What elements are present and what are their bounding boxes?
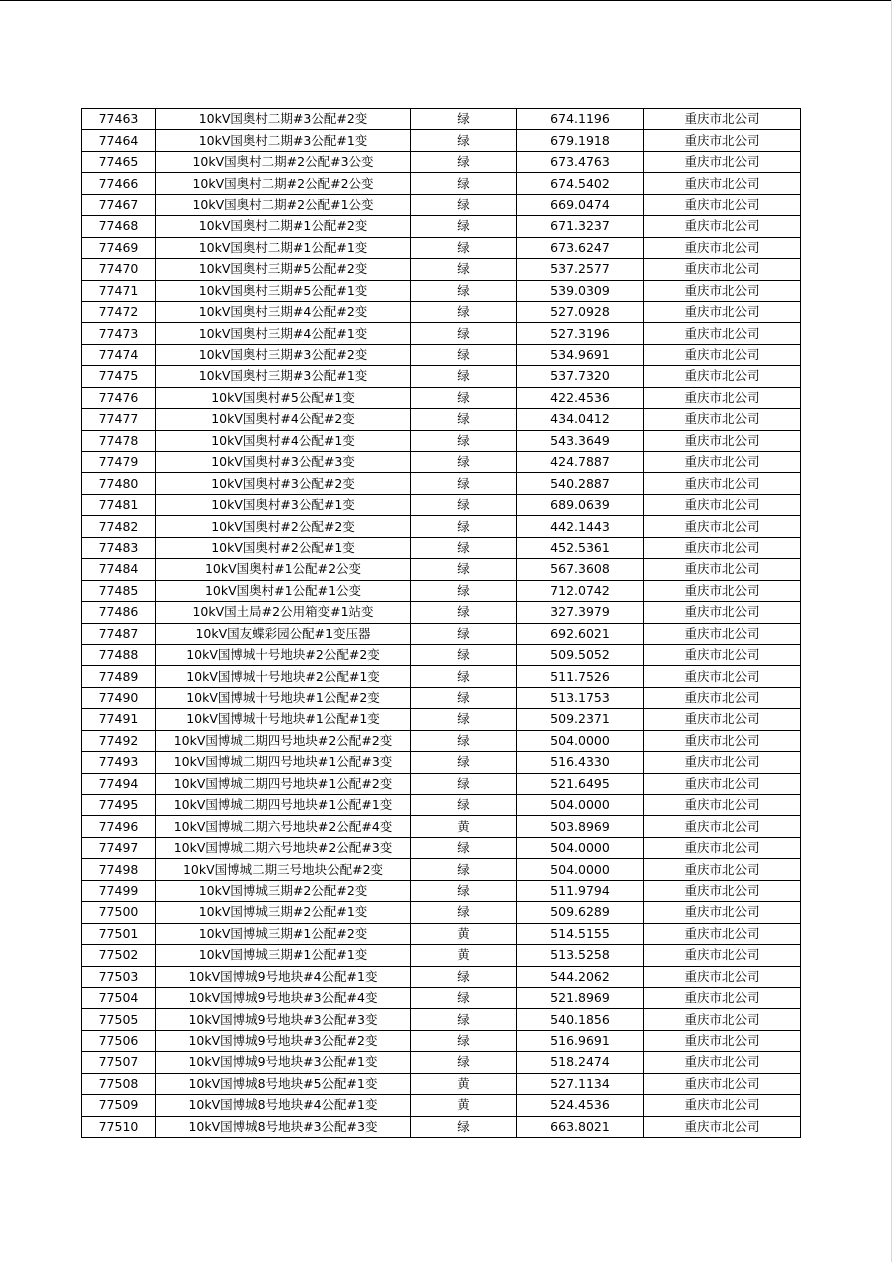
- row-id-cell: 77489: [82, 666, 156, 687]
- company-cell: 重庆市北公司: [644, 987, 801, 1008]
- company-cell: 重庆市北公司: [644, 301, 801, 322]
- value-cell: 527.0928: [517, 301, 644, 322]
- transformer-status-table: [81, 108, 801, 1138]
- status-color-cell: 绿: [411, 387, 517, 408]
- row-id-cell: 77477: [82, 409, 156, 430]
- value-cell: 504.0000: [517, 837, 644, 858]
- table-row: [82, 237, 801, 258]
- transformer-name-cell: 10kV国奥村三期#3公配#2变: [156, 344, 411, 365]
- value-cell: 511.9794: [517, 880, 644, 901]
- value-cell: 514.5155: [517, 923, 644, 944]
- value-cell: 504.0000: [517, 859, 644, 880]
- status-color-cell: 绿: [411, 1052, 517, 1073]
- transformer-name-cell: 10kV国奥村三期#3公配#1变: [156, 366, 411, 387]
- company-cell: 重庆市北公司: [644, 602, 801, 623]
- table-row: [82, 752, 801, 773]
- transformer-name-cell: 10kV国奥村#3公配#2变: [156, 473, 411, 494]
- row-id-cell: 77465: [82, 151, 156, 172]
- row-id-cell: 77464: [82, 130, 156, 151]
- company-cell: 重庆市北公司: [644, 559, 801, 580]
- value-cell: 544.2062: [517, 966, 644, 987]
- table-row: [82, 516, 801, 537]
- table-row: [82, 194, 801, 215]
- transformer-name-cell: 10kV国奥村#4公配#1变: [156, 430, 411, 451]
- status-color-cell: 黄: [411, 1073, 517, 1094]
- table-row: [82, 301, 801, 322]
- transformer-name-cell: 10kV国博城十号地块#2公配#1变: [156, 666, 411, 687]
- row-id-cell: 77476: [82, 387, 156, 408]
- row-id-cell: 77494: [82, 773, 156, 794]
- value-cell: 424.7887: [517, 452, 644, 473]
- table-row: [82, 859, 801, 880]
- status-color-cell: 绿: [411, 966, 517, 987]
- row-id-cell: 77505: [82, 1009, 156, 1030]
- row-id-cell: 77497: [82, 837, 156, 858]
- status-color-cell: 绿: [411, 259, 517, 280]
- table-row: [82, 730, 801, 751]
- status-color-cell: 黄: [411, 816, 517, 837]
- transformer-name-cell: 10kV国奥村二期#3公配#2变: [156, 109, 411, 130]
- value-cell: 524.4536: [517, 1095, 644, 1116]
- company-cell: 重庆市北公司: [644, 945, 801, 966]
- row-id-cell: 77468: [82, 216, 156, 237]
- status-color-cell: 绿: [411, 537, 517, 558]
- status-color-cell: 绿: [411, 730, 517, 751]
- row-id-cell: 77491: [82, 709, 156, 730]
- company-cell: 重庆市北公司: [644, 473, 801, 494]
- table-row: [82, 537, 801, 558]
- value-cell: 422.4536: [517, 387, 644, 408]
- company-cell: 重庆市北公司: [644, 923, 801, 944]
- status-color-cell: 绿: [411, 752, 517, 773]
- company-cell: 重庆市北公司: [644, 237, 801, 258]
- value-cell: 543.3649: [517, 430, 644, 451]
- transformer-name-cell: 10kV国奥村#5公配#1变: [156, 387, 411, 408]
- company-cell: 重庆市北公司: [644, 151, 801, 172]
- status-color-cell: 绿: [411, 194, 517, 215]
- transformer-name-cell: 10kV国土局#2公用箱变#1站变: [156, 602, 411, 623]
- table-row: [82, 880, 801, 901]
- value-cell: 509.2371: [517, 709, 644, 730]
- value-cell: 442.1443: [517, 516, 644, 537]
- table-row: [82, 1116, 801, 1137]
- status-color-cell: 绿: [411, 409, 517, 430]
- transformer-name-cell: 10kV国奥村二期#1公配#2变: [156, 216, 411, 237]
- table-row: [82, 216, 801, 237]
- table-row: [82, 344, 801, 365]
- company-cell: 重庆市北公司: [644, 109, 801, 130]
- table-row: [82, 473, 801, 494]
- status-color-cell: 绿: [411, 430, 517, 451]
- transformer-name-cell: 10kV国奥村三期#4公配#2变: [156, 301, 411, 322]
- transformer-name-cell: 10kV国博城二期四号地块#1公配#3变: [156, 752, 411, 773]
- company-cell: 重庆市北公司: [644, 837, 801, 858]
- company-cell: 重庆市北公司: [644, 1009, 801, 1030]
- status-color-cell: 绿: [411, 216, 517, 237]
- row-id-cell: 77486: [82, 602, 156, 623]
- company-cell: 重庆市北公司: [644, 194, 801, 215]
- value-cell: 689.0639: [517, 494, 644, 515]
- row-id-cell: 77501: [82, 923, 156, 944]
- table-row: [82, 709, 801, 730]
- status-color-cell: 绿: [411, 795, 517, 816]
- status-color-cell: 黄: [411, 945, 517, 966]
- status-color-cell: 绿: [411, 987, 517, 1008]
- status-color-cell: 绿: [411, 602, 517, 623]
- row-id-cell: 77472: [82, 301, 156, 322]
- transformer-name-cell: 10kV国博城二期六号地块#2公配#4变: [156, 816, 411, 837]
- value-cell: 503.8969: [517, 816, 644, 837]
- value-cell: 537.2577: [517, 259, 644, 280]
- company-cell: 重庆市北公司: [644, 1116, 801, 1137]
- status-color-cell: 绿: [411, 644, 517, 665]
- transformer-name-cell: 10kV国奥村#1公配#1公变: [156, 580, 411, 601]
- table-row: [82, 945, 801, 966]
- transformer-name-cell: 10kV国博城十号地块#1公配#1变: [156, 709, 411, 730]
- value-cell: 527.3196: [517, 323, 644, 344]
- row-id-cell: 77493: [82, 752, 156, 773]
- status-color-cell: 绿: [411, 666, 517, 687]
- value-cell: 509.6289: [517, 902, 644, 923]
- value-cell: 434.0412: [517, 409, 644, 430]
- status-color-cell: 绿: [411, 1030, 517, 1051]
- value-cell: 511.7526: [517, 666, 644, 687]
- page-top-border: [0, 0, 892, 1]
- transformer-name-cell: 10kV国博城8号地块#3公配#3变: [156, 1116, 411, 1137]
- table-row: [82, 323, 801, 344]
- table-row: [82, 109, 801, 130]
- transformer-name-cell: 10kV国奥村#1公配#2公变: [156, 559, 411, 580]
- value-cell: 673.6247: [517, 237, 644, 258]
- row-id-cell: 77470: [82, 259, 156, 280]
- table-row: [82, 580, 801, 601]
- transformer-name-cell: 10kV国博城8号地块#4公配#1变: [156, 1095, 411, 1116]
- row-id-cell: 77463: [82, 109, 156, 130]
- value-cell: 540.2887: [517, 473, 644, 494]
- row-id-cell: 77487: [82, 623, 156, 644]
- transformer-name-cell: 10kV国博城十号地块#1公配#2变: [156, 687, 411, 708]
- status-color-cell: 黄: [411, 1095, 517, 1116]
- status-color-cell: 绿: [411, 687, 517, 708]
- row-id-cell: 77471: [82, 280, 156, 301]
- table-row: [82, 259, 801, 280]
- status-color-cell: 绿: [411, 301, 517, 322]
- transformer-name-cell: 10kV国博城二期四号地块#1公配#1变: [156, 795, 411, 816]
- value-cell: 712.0742: [517, 580, 644, 601]
- transformer-name-cell: 10kV国奥村二期#2公配#1公变: [156, 194, 411, 215]
- table-row: [82, 644, 801, 665]
- value-cell: 516.4330: [517, 752, 644, 773]
- transformer-name-cell: 10kV国博城二期四号地块#1公配#2变: [156, 773, 411, 794]
- row-id-cell: 77469: [82, 237, 156, 258]
- table-row: [82, 409, 801, 430]
- company-cell: 重庆市北公司: [644, 880, 801, 901]
- value-cell: 674.5402: [517, 173, 644, 194]
- transformer-name-cell: 10kV国博城9号地块#4公配#1变: [156, 966, 411, 987]
- value-cell: 327.3979: [517, 602, 644, 623]
- company-cell: 重庆市北公司: [644, 280, 801, 301]
- company-cell: 重庆市北公司: [644, 709, 801, 730]
- company-cell: 重庆市北公司: [644, 816, 801, 837]
- row-id-cell: 77510: [82, 1116, 156, 1137]
- row-id-cell: 77488: [82, 644, 156, 665]
- transformer-name-cell: 10kV国奥村二期#1公配#1变: [156, 237, 411, 258]
- transformer-name-cell: 10kV国奥村三期#5公配#2变: [156, 259, 411, 280]
- transformer-name-cell: 10kV国奥村二期#2公配#3公变: [156, 151, 411, 172]
- transformer-name-cell: 10kV国博城9号地块#3公配#1变: [156, 1052, 411, 1073]
- row-id-cell: 77475: [82, 366, 156, 387]
- company-cell: 重庆市北公司: [644, 966, 801, 987]
- row-id-cell: 77474: [82, 344, 156, 365]
- value-cell: 504.0000: [517, 795, 644, 816]
- value-cell: 673.4763: [517, 151, 644, 172]
- value-cell: 513.1753: [517, 687, 644, 708]
- status-color-cell: 绿: [411, 559, 517, 580]
- status-color-cell: 绿: [411, 280, 517, 301]
- status-color-cell: 绿: [411, 709, 517, 730]
- row-id-cell: 77490: [82, 687, 156, 708]
- row-id-cell: 77467: [82, 194, 156, 215]
- status-color-cell: 绿: [411, 837, 517, 858]
- row-id-cell: 77485: [82, 580, 156, 601]
- table-row: [82, 687, 801, 708]
- row-id-cell: 77507: [82, 1052, 156, 1073]
- table-row: [82, 795, 801, 816]
- status-color-cell: 绿: [411, 880, 517, 901]
- value-cell: 509.5052: [517, 644, 644, 665]
- company-cell: 重庆市北公司: [644, 323, 801, 344]
- value-cell: 518.2474: [517, 1052, 644, 1073]
- transformer-name-cell: 10kV国博城三期#2公配#1变: [156, 902, 411, 923]
- row-id-cell: 77473: [82, 323, 156, 344]
- row-id-cell: 77479: [82, 452, 156, 473]
- table-row: [82, 987, 801, 1008]
- row-id-cell: 77506: [82, 1030, 156, 1051]
- table-row: [82, 452, 801, 473]
- status-color-cell: 绿: [411, 151, 517, 172]
- transformer-name-cell: 10kV国奥村#2公配#1变: [156, 537, 411, 558]
- table-row: [82, 623, 801, 644]
- table-row: [82, 494, 801, 515]
- company-cell: 重庆市北公司: [644, 430, 801, 451]
- status-color-cell: 绿: [411, 902, 517, 923]
- row-id-cell: 77502: [82, 945, 156, 966]
- row-id-cell: 77480: [82, 473, 156, 494]
- company-cell: 重庆市北公司: [644, 1073, 801, 1094]
- row-id-cell: 77466: [82, 173, 156, 194]
- row-id-cell: 77484: [82, 559, 156, 580]
- status-color-cell: 绿: [411, 1009, 517, 1030]
- value-cell: 679.1918: [517, 130, 644, 151]
- company-cell: 重庆市北公司: [644, 795, 801, 816]
- row-id-cell: 77509: [82, 1095, 156, 1116]
- table-row: [82, 1009, 801, 1030]
- table-row: [82, 816, 801, 837]
- value-cell: 521.8969: [517, 987, 644, 1008]
- status-color-cell: 绿: [411, 130, 517, 151]
- transformer-name-cell: 10kV国博城十号地块#2公配#2变: [156, 644, 411, 665]
- status-color-cell: 绿: [411, 109, 517, 130]
- status-color-cell: 绿: [411, 366, 517, 387]
- row-id-cell: 77503: [82, 966, 156, 987]
- value-cell: 527.1134: [517, 1073, 644, 1094]
- row-id-cell: 77500: [82, 902, 156, 923]
- company-cell: 重庆市北公司: [644, 730, 801, 751]
- value-cell: 516.9691: [517, 1030, 644, 1051]
- row-id-cell: 77482: [82, 516, 156, 537]
- company-cell: 重庆市北公司: [644, 452, 801, 473]
- status-color-cell: 绿: [411, 773, 517, 794]
- table-row: [82, 430, 801, 451]
- company-cell: 重庆市北公司: [644, 580, 801, 601]
- value-cell: 692.6021: [517, 623, 644, 644]
- status-color-cell: 绿: [411, 452, 517, 473]
- table-row: [82, 966, 801, 987]
- company-cell: 重庆市北公司: [644, 752, 801, 773]
- transformer-name-cell: 10kV国博城二期四号地块#2公配#2变: [156, 730, 411, 751]
- company-cell: 重庆市北公司: [644, 773, 801, 794]
- transformer-name-cell: 10kV国奥村二期#2公配#2公变: [156, 173, 411, 194]
- company-cell: 重庆市北公司: [644, 644, 801, 665]
- transformer-name-cell: 10kV国博城三期#1公配#1变: [156, 945, 411, 966]
- transformer-name-cell: 10kV国友蝶彩园公配#1变压器: [156, 623, 411, 644]
- table-row: [82, 902, 801, 923]
- row-id-cell: 77498: [82, 859, 156, 880]
- row-id-cell: 77504: [82, 987, 156, 1008]
- company-cell: 重庆市北公司: [644, 344, 801, 365]
- status-color-cell: 绿: [411, 237, 517, 258]
- transformer-name-cell: 10kV国奥村三期#5公配#1变: [156, 280, 411, 301]
- company-cell: 重庆市北公司: [644, 623, 801, 644]
- table-row: [82, 366, 801, 387]
- company-cell: 重庆市北公司: [644, 494, 801, 515]
- status-color-cell: 绿: [411, 516, 517, 537]
- transformer-name-cell: 10kV国博城9号地块#3公配#4变: [156, 987, 411, 1008]
- company-cell: 重庆市北公司: [644, 516, 801, 537]
- transformer-name-cell: 10kV国博城二期三号地块公配#2变: [156, 859, 411, 880]
- company-cell: 重庆市北公司: [644, 1095, 801, 1116]
- value-cell: 513.5258: [517, 945, 644, 966]
- table-row: [82, 130, 801, 151]
- row-id-cell: 77508: [82, 1073, 156, 1094]
- value-cell: 567.3608: [517, 559, 644, 580]
- transformer-name-cell: 10kV国博城8号地块#5公配#1变: [156, 1073, 411, 1094]
- company-cell: 重庆市北公司: [644, 366, 801, 387]
- transformer-name-cell: 10kV国博城9号地块#3公配#2变: [156, 1030, 411, 1051]
- row-id-cell: 77481: [82, 494, 156, 515]
- table-row: [82, 559, 801, 580]
- company-cell: 重庆市北公司: [644, 687, 801, 708]
- row-id-cell: 77483: [82, 537, 156, 558]
- company-cell: 重庆市北公司: [644, 666, 801, 687]
- table-row: [82, 280, 801, 301]
- transformer-name-cell: 10kV国博城三期#2公配#2变: [156, 880, 411, 901]
- company-cell: 重庆市北公司: [644, 130, 801, 151]
- company-cell: 重庆市北公司: [644, 173, 801, 194]
- transformer-name-cell: 10kV国奥村#3公配#3变: [156, 452, 411, 473]
- value-cell: 452.5361: [517, 537, 644, 558]
- company-cell: 重庆市北公司: [644, 902, 801, 923]
- transformer-name-cell: 10kV国博城三期#1公配#2变: [156, 923, 411, 944]
- table-row: [82, 1052, 801, 1073]
- row-id-cell: 77499: [82, 880, 156, 901]
- company-cell: 重庆市北公司: [644, 537, 801, 558]
- status-color-cell: 绿: [411, 344, 517, 365]
- company-cell: 重庆市北公司: [644, 387, 801, 408]
- table-body: [82, 109, 801, 1138]
- table-row: [82, 173, 801, 194]
- transformer-name-cell: 10kV国博城9号地块#3公配#3变: [156, 1009, 411, 1030]
- status-color-cell: 绿: [411, 580, 517, 601]
- row-id-cell: 77478: [82, 430, 156, 451]
- company-cell: 重庆市北公司: [644, 1030, 801, 1051]
- company-cell: 重庆市北公司: [644, 259, 801, 280]
- row-id-cell: 77495: [82, 795, 156, 816]
- company-cell: 重庆市北公司: [644, 216, 801, 237]
- status-color-cell: 黄: [411, 923, 517, 944]
- table-row: [82, 602, 801, 623]
- status-color-cell: 绿: [411, 173, 517, 194]
- table-row: [82, 923, 801, 944]
- transformer-name-cell: 10kV国奥村#2公配#2变: [156, 516, 411, 537]
- transformer-name-cell: 10kV国奥村三期#4公配#1变: [156, 323, 411, 344]
- status-color-cell: 绿: [411, 859, 517, 880]
- value-cell: 540.1856: [517, 1009, 644, 1030]
- company-cell: 重庆市北公司: [644, 1052, 801, 1073]
- status-color-cell: 绿: [411, 323, 517, 344]
- value-cell: 671.3237: [517, 216, 644, 237]
- company-cell: 重庆市北公司: [644, 859, 801, 880]
- value-cell: 504.0000: [517, 730, 644, 751]
- table-row: [82, 773, 801, 794]
- value-cell: 521.6495: [517, 773, 644, 794]
- transformer-name-cell: 10kV国奥村#3公配#1变: [156, 494, 411, 515]
- table-row: [82, 1073, 801, 1094]
- row-id-cell: 77496: [82, 816, 156, 837]
- table-row: [82, 837, 801, 858]
- status-color-cell: 绿: [411, 1116, 517, 1137]
- value-cell: 669.0474: [517, 194, 644, 215]
- transformer-name-cell: 10kV国奥村#4公配#2变: [156, 409, 411, 430]
- table-row: [82, 151, 801, 172]
- value-cell: 539.0309: [517, 280, 644, 301]
- table-row: [82, 1030, 801, 1051]
- status-color-cell: 绿: [411, 473, 517, 494]
- transformer-name-cell: 10kV国奥村二期#3公配#1变: [156, 130, 411, 151]
- value-cell: 663.8021: [517, 1116, 644, 1137]
- status-color-cell: 绿: [411, 494, 517, 515]
- value-cell: 534.9691: [517, 344, 644, 365]
- table-row: [82, 387, 801, 408]
- status-color-cell: 绿: [411, 623, 517, 644]
- table-row: [82, 666, 801, 687]
- transformer-name-cell: 10kV国博城二期六号地块#2公配#3变: [156, 837, 411, 858]
- value-cell: 537.7320: [517, 366, 644, 387]
- row-id-cell: 77492: [82, 730, 156, 751]
- table-row: [82, 1095, 801, 1116]
- company-cell: 重庆市北公司: [644, 409, 801, 430]
- value-cell: 674.1196: [517, 109, 644, 130]
